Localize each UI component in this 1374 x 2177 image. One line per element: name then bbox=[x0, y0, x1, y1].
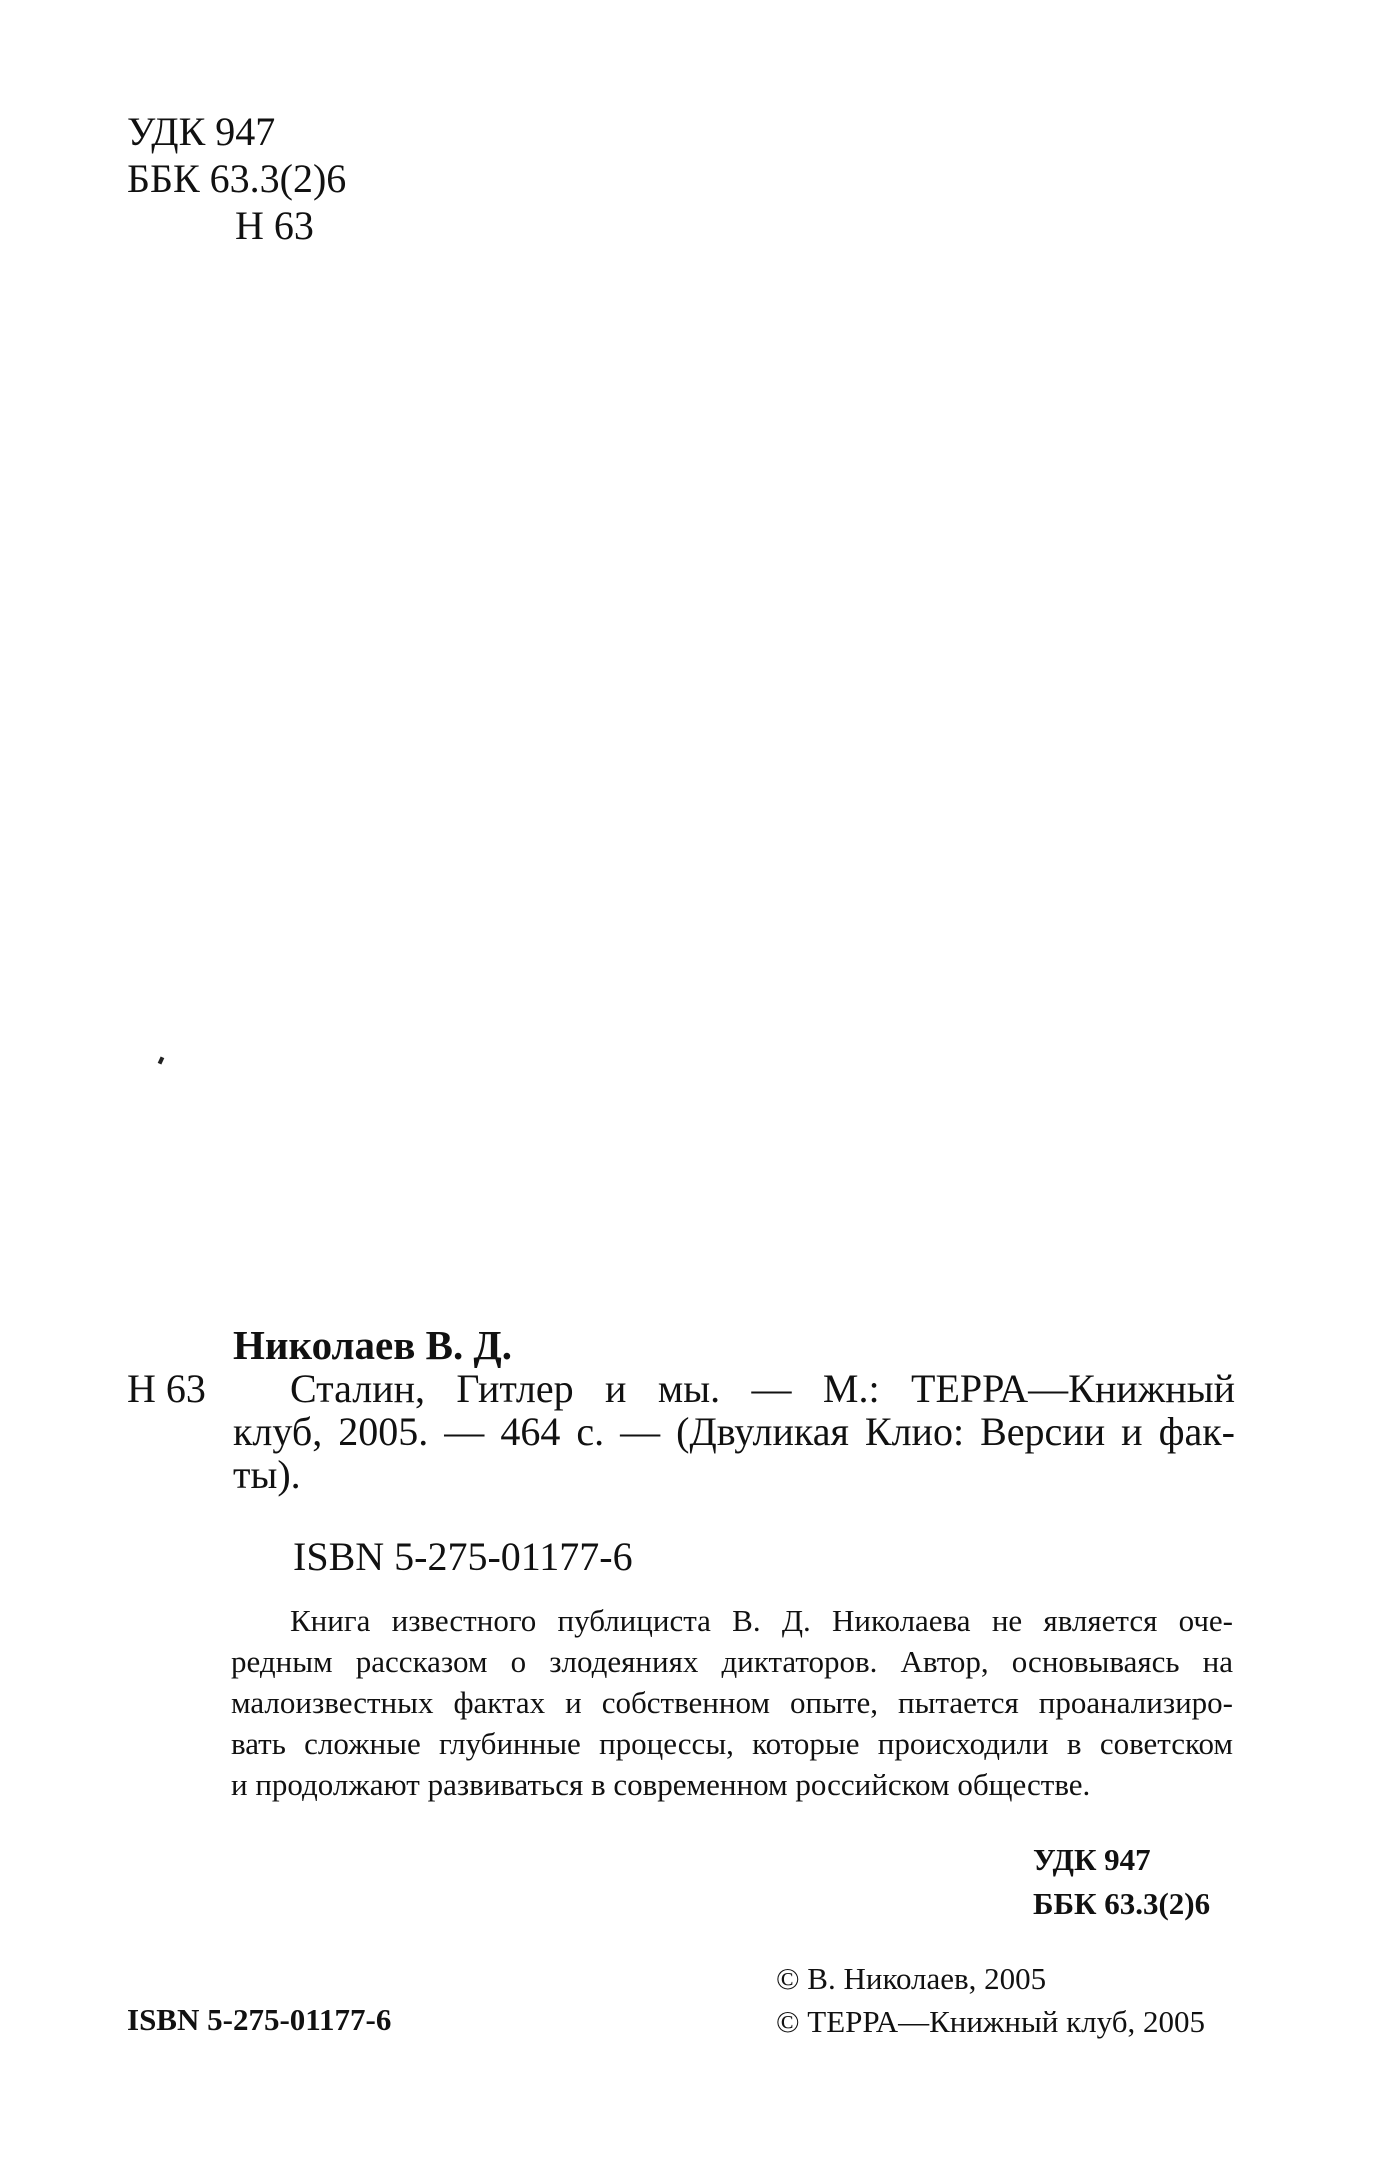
print-speck bbox=[158, 1056, 165, 1064]
copyright-block bbox=[776, 1957, 1205, 2043]
entry-author: Николаев В. Д. bbox=[233, 1322, 512, 1368]
bbk-code: ББК 63.3(2)6 bbox=[127, 156, 347, 201]
entry-line: ты). bbox=[233, 1452, 301, 1497]
classification-bottom bbox=[1033, 1838, 1210, 1926]
annotation-line: вать сложные глубинные процессы, которые происходили в советском bbox=[231, 1726, 1233, 1761]
isbn-bottom: ISBN 5-275-01177-6 bbox=[127, 2002, 392, 2037]
classification-top bbox=[127, 108, 346, 249]
entry-description bbox=[233, 1366, 1235, 1497]
udk-code: УДК 947 bbox=[127, 109, 276, 154]
entry-author-sign: Н 63 bbox=[127, 1366, 206, 1411]
entry-line: Сталин, Гитлер и мы. — М.: ТЕРРА—Книжный bbox=[290, 1366, 1235, 1411]
annotation-line: малоизвестных фактах и собственном опыте, пытается проанализиро- bbox=[231, 1685, 1233, 1720]
entry-isbn: ISBN 5-275-01177-6 bbox=[293, 1534, 633, 1579]
annotation bbox=[231, 1600, 1233, 1805]
author-sign-code: Н 63 bbox=[235, 203, 314, 248]
entry-line: клуб, 2005. — 464 с. — (Двуликая Клио: Версии и фак- bbox=[233, 1409, 1235, 1454]
annotation-line: Книга известного публициста В. Д. Николаева не является оче- bbox=[290, 1603, 1233, 1638]
annotation-line: редным рассказом о злодеяниях диктаторов. Автор, основываясь на bbox=[231, 1644, 1233, 1679]
copyright-author: © В. Николаев, 2005 bbox=[776, 1961, 1047, 1996]
udk-code-bottom: УДК 947 bbox=[1033, 1842, 1151, 1877]
copyright-publisher: © ТЕРРА—Книжный клуб, 2005 bbox=[776, 2004, 1206, 2039]
bbk-code-bottom: ББК 63.3(2)6 bbox=[1033, 1886, 1211, 1921]
annotation-line: и продолжают развиваться в современном российском обществе. bbox=[231, 1767, 1091, 1802]
